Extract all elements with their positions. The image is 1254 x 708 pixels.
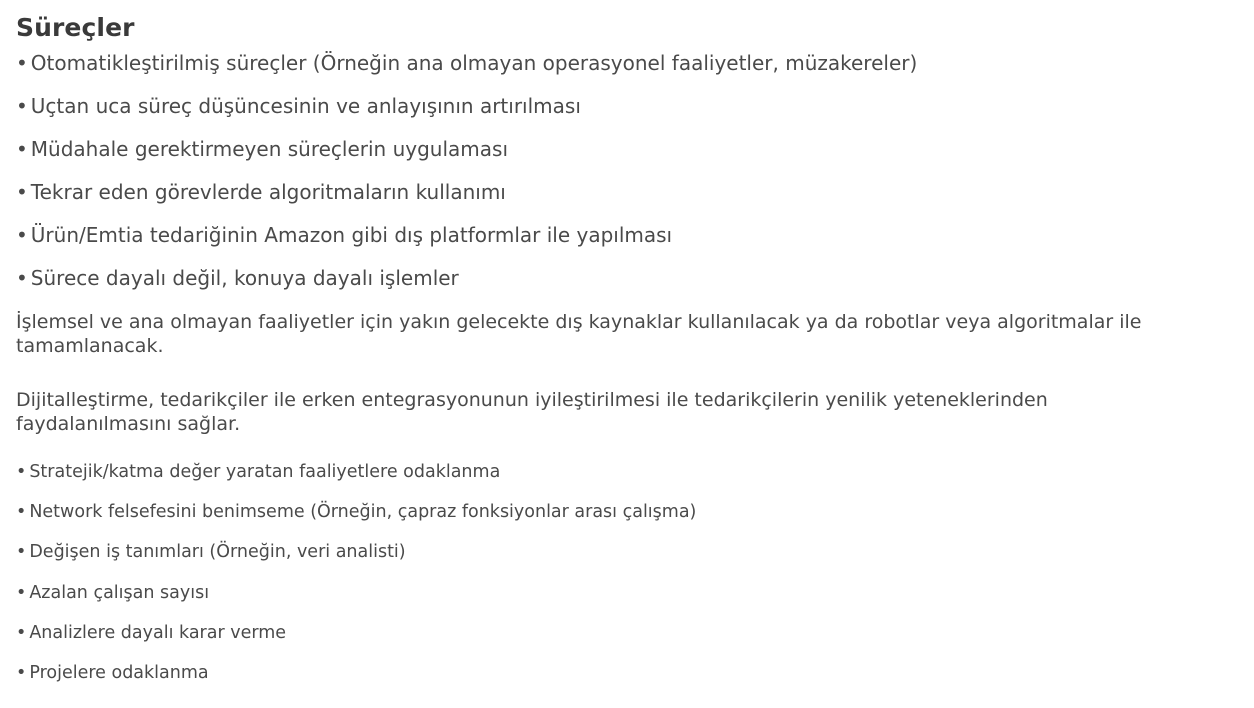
list-item [16, 584, 1234, 603]
bullet-marker-icon: • [16, 542, 27, 563]
list-item-label: Azalan çalışan sayısı [29, 582, 210, 603]
list-item-label: Tekrar eden görevlerde algoritmaların kullanımı [30, 179, 506, 204]
list-item [16, 463, 1234, 482]
paragraph: Dijitalleştirme, tedarikçiler ile erken entegrasyonunun iyileştirilmesi ile tedarikçilerin yenilik yeteneklerinden faydalanılmasını sağlar. [16, 389, 1048, 436]
list-item-label: Değişen iş tanımları (Örneğin, veri analisti) [29, 542, 406, 563]
list-item-label: Müdahale gerektirmeyen süreçlerin uygulaması [30, 136, 508, 161]
list-item [16, 181, 1234, 203]
list-item [16, 95, 1234, 117]
page-title: Süreçler [16, 13, 135, 42]
bullet-marker-icon: • [16, 502, 27, 522]
list-item [16, 624, 1234, 643]
bullet-marker-icon: • [16, 179, 28, 204]
bullet-marker-icon: • [16, 50, 28, 75]
list-item [16, 224, 1234, 246]
paragraph: İşlemsel ve ana olmayan faaliyetler için yakın gelecekte dış kaynaklar kullanılacak ya da robotlar veya algoritmalar ile tamamlanacak. [16, 310, 1142, 357]
bullet-marker-icon: • [16, 461, 27, 482]
list-item-label: Stratejik/katma değer yaratan faaliyetlere odaklanma [29, 461, 501, 482]
list-item-label: Ürün/Emtia tedariğinin Amazon gibi dış platformlar ile yapılması [30, 222, 673, 247]
list-item [16, 138, 1234, 160]
bullet-marker-icon: • [16, 663, 27, 683]
bullet-list-top [16, 52, 1234, 289]
list-item-label: Analizlere dayalı karar verme [29, 622, 287, 643]
list-item [16, 543, 1234, 562]
list-item-label: Uçtan uca süreç düşüncesinin ve anlayışının artırılması [30, 93, 581, 118]
bullet-marker-icon: • [16, 265, 28, 290]
list-item-label: Otomatikleştirilmiş süreçler (Örneğin ana olmayan operasyonel faaliyetler, müzakereler) [30, 50, 918, 75]
bullet-marker-icon: • [16, 222, 28, 247]
list-item [16, 52, 1234, 74]
list-item [16, 267, 1234, 289]
list-item [16, 664, 1234, 683]
bullet-marker-icon: • [16, 136, 28, 161]
bullet-marker-icon: • [16, 93, 28, 118]
bullet-list-bottom [16, 463, 1234, 684]
list-item-label: Projelere odaklanma [29, 663, 209, 683]
list-item-label: Network felsefesini benimseme (Örneğin, çapraz fonksiyonlar arası çalışma) [29, 502, 697, 522]
bullet-marker-icon: • [16, 622, 27, 643]
list-item [16, 503, 1234, 522]
list-item-label: Sürece dayalı değil, konuya dayalı işlemler [30, 265, 459, 290]
bullet-marker-icon: • [16, 582, 27, 603]
